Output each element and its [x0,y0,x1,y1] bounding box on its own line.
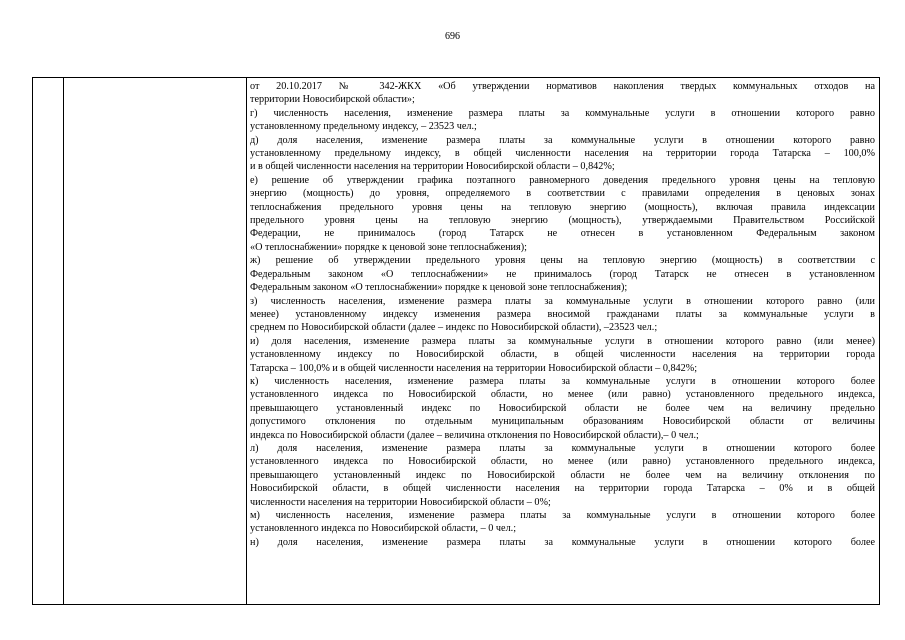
paragraph-line: Татарска – 100,0% и в общей численности населения на территории Новосибирской области – 0,842%; [250,362,698,374]
paragraph-line: теплоснабжения предельного уровня цены на тепловую энергию (мощность), включая правила индексации [250,201,875,213]
paragraph [250,134,875,174]
paragraph-line: территории Новосибирской области»; [250,94,415,106]
paragraph-line: к) численность населения, изменение размера платы за коммунальные услуги в отношении которого более [250,375,875,387]
paragraph-line: н) доля населения, изменение размера платы за коммунальные услуги в отношении которого более [250,536,875,548]
paragraph [250,335,875,375]
paragraph-line: среднем по Новосибирской области (далее – индекс по Новосибирской области), –23523 чел.; [250,322,658,334]
paragraph-line: Новосибирской области, в общей численности населения на территории города Татарска – 0% и в общей [250,483,875,495]
table-row [33,78,880,605]
paragraph-line: индекса по Новосибирской области (далее – величина отклонения по Новосибирской области),– 0 чел.; [250,429,699,441]
paragraph [250,295,875,335]
paragraph-line: превышающего установленный индекс по Новосибирской области не более чем на величину предельно [250,402,875,414]
paragraph-line: Федерации, не принималось (город Татарск не отнесен в установленном Федеральным законом [250,228,875,240]
paragraph-line: установленному предельному индексу, – 23523 чел.; [250,121,477,133]
paragraph-line: от 20.10.2017 № 342-ЖКХ «Об утверждении нормативов накопления твердых коммунальных отходов на [250,81,875,92]
paragraph-line: численности населения на территории Новосибирской области – 0%; [250,496,551,508]
paragraph-line: е) решение об утверждении графика поэтапного равномерного доведения предельного уровня цены на тепловую [250,174,875,186]
paragraph-line: энергию (мощность) до уровня, определяемого в соответствии с правилами определения в ценовых зонах [250,188,875,200]
paragraph-line: з) численность населения, изменение размера платы за коммунальные услуги в отношении которого равно (или [250,295,875,307]
paragraph-line: м) численность населения, изменение размера платы за коммунальные услуги в отношении которого более [250,510,875,521]
paragraph-line: ж) решение об утверждении предельного уровня цены на тепловую энергию (мощность) в соответствии с [250,255,875,267]
page-number: 696 [445,31,460,42]
paragraph-line: предельного уровня цены на тепловую энергию (мощность), утверждаемыми Правительством Российской [250,215,875,227]
paragraph-line: и в общей численности населения на территории Новосибирской области – 0,842%; [250,161,615,173]
table-cell-empty-2 [64,78,247,605]
paragraph-line: установленному индексу по Новосибирской области, в общей численности населения на территории города [250,349,875,361]
paragraph-line: превышающего установленный индекс по Новосибирской области не более чем на величину отклонения по [250,469,875,481]
paragraph [250,375,875,442]
paragraph [250,536,875,549]
table-cell-empty-1 [33,78,64,605]
paragraph-line: установленного индекса по Новосибирской области, но менее (или равно) установленного предельного индекса, [250,389,875,401]
table-cell-text [247,78,880,605]
paragraph-line: менее) установленному индексу изменения размера вносимой гражданами платы за коммунальные услуги в [250,308,875,320]
paragraph [250,107,875,134]
paragraph [250,509,875,536]
paragraph-line: г) численность населения, изменение размера платы за коммунальные услуги в отношении которого равно [250,107,875,119]
paragraph-line: л) доля населения, изменение размера платы за коммунальные услуги в отношении которого более [250,442,875,454]
paragraph-line: и) доля населения, изменение размера платы за коммунальные услуги в отношении которого равно (или менее) [250,335,875,347]
paragraph-line: Федеральным законом «О теплоснабжении» порядке к ценовой зоне теплоснабжения); [250,282,628,294]
paragraph-line: установленного индекса по Новосибирской области, но менее (или равно) установленного предельного индекса, [250,456,875,468]
paragraph-line: д) доля населения, изменение размера платы за коммунальные услуги в отношении которого равно [250,134,875,146]
paragraph-line: «О теплоснабжении» порядке к ценовой зоне теплоснабжения); [250,241,527,253]
document-table [32,77,880,605]
paragraph-line: Федеральным законом «О теплоснабжении» не принималось (город Татарск не отнесен в установленном [250,268,875,280]
paragraph [250,254,875,294]
paragraph-list [250,80,875,549]
paragraph [250,174,875,254]
paragraph [250,80,875,107]
paragraph [250,442,875,509]
paragraph-line: допустимого отклонения по отдельным муниципальным образованиям Новосибирской области от величины [250,416,875,428]
paragraph-line: установленного индекса по Новосибирской области, – 0 чел.; [250,523,517,535]
paragraph-line: установленному предельному индексу, в общей численности населения на территории города Татарска – 100,0% [250,148,875,160]
